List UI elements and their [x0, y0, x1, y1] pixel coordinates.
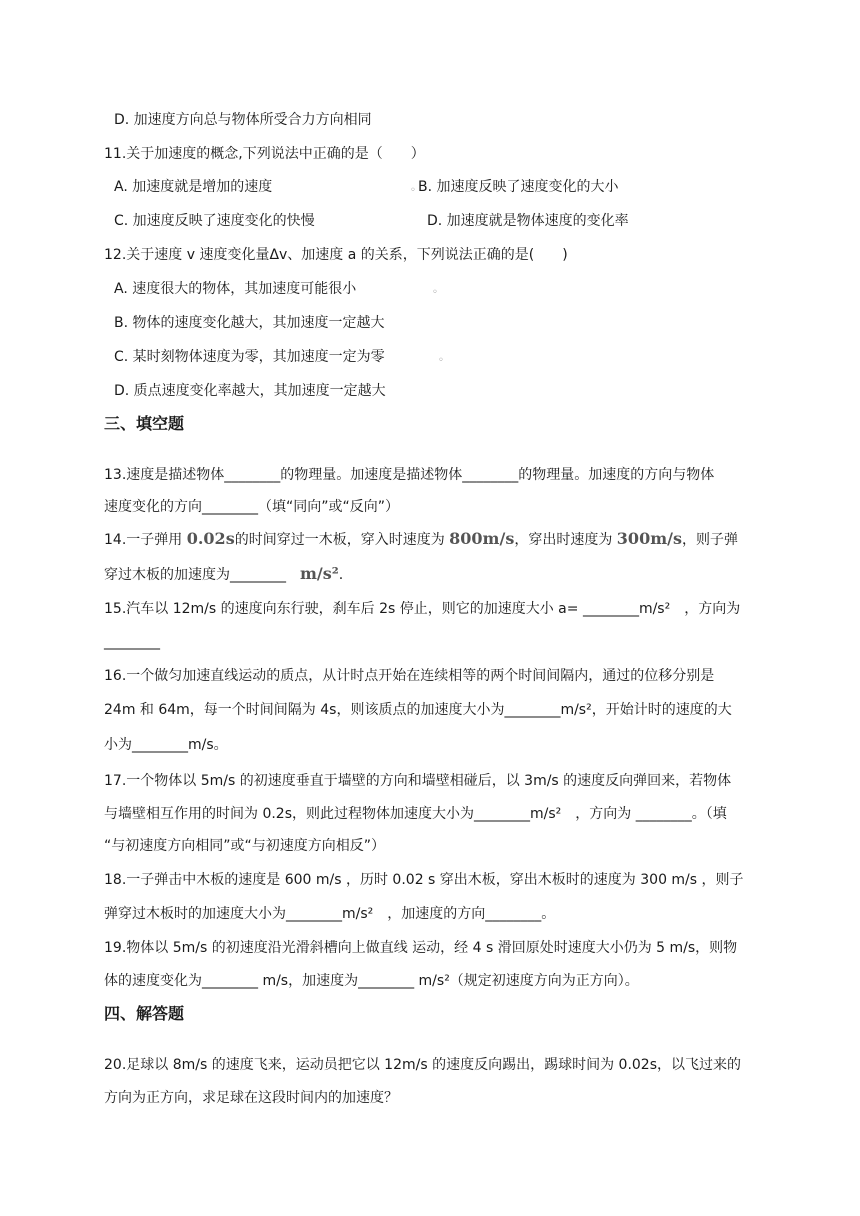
q11-option-a: A. 加速度就是增加的速度 — [114, 179, 273, 195]
q13-line-1: 13.速度是描述物体________的物理量。加速度是描述物体________的物理量。加速度的方向与物体 — [104, 467, 715, 483]
q11-stem: 11.关于加速度的概念,下列说法中正确的是（ ） — [104, 146, 425, 162]
q14-text: 穿过木板的加速度为________ — [104, 567, 300, 583]
q14-unit-formula: m/s² — [300, 564, 339, 583]
q13-line-2: 速度变化的方向________（填“同向”或“反向”） — [104, 499, 400, 515]
q16-line-2: 24m 和 64m，每一个时间间隔为 4s，则该质点的加速度大小为________m/s²，开始计时的速度的大 — [104, 702, 732, 718]
q17-line-3: “与初速度方向相同”或“与初速度方向相反”） — [104, 838, 386, 854]
q20-line-1: 20.足球以 8m/s 的速度飞来，运动员把它以 12m/s 的速度反向踢出，踢球时间为 0.02s，以飞过来的 — [104, 1057, 741, 1073]
q14-text: ，穿出时速度为 — [514, 532, 617, 548]
q19-line-1: 19.物体以 5m/s 的初速度沿光滑斜槽向上做直线 运动，经 4 s 滑回原处时速度大小仍为 5 m/s，则物 — [104, 940, 738, 956]
q17-line-1: 17.一个物体以 5m/s 的初速度垂直于墙壁的方向和墙壁相碰后，以 3m/s 的速度反向弹回来，若物体 — [104, 773, 732, 789]
q12-stem: 12.关于速度 v 速度变化量Δv、加速度 a 的关系，下列说法正确的是( ) — [104, 247, 568, 263]
q14-text: . — [338, 567, 344, 583]
q10-option-d: D. 加速度方向总与物体所受合力方向相同 — [114, 112, 372, 128]
q14-text: 的时间穿过一木板，穿入时速度为 — [234, 532, 450, 548]
q18-line-1: 18.一子弹击中木板的速度是 600 m/s ，历时 0.02 s 穿出木板，穿出木板时的速度为 300 m/s ，则子 — [104, 872, 744, 888]
q14-velocity-in-formula: 800m/s — [449, 529, 515, 548]
artifact-dot: ◦ — [410, 185, 416, 196]
artifact-dot: ◦ — [432, 287, 438, 298]
artifact-dot: ◦ — [438, 355, 444, 366]
q16-line-3: 小为________m/s。 — [104, 737, 228, 753]
q19-line-2: 体的速度变化为________ m/s，加速度为________ m/s²（规定初速度方向为正方向）。 — [104, 973, 639, 989]
q14-line-2 — [104, 564, 343, 585]
q14-time-formula: 0.02s — [186, 529, 235, 548]
q14-line-1 — [104, 529, 738, 550]
q16-line-1: 16.一个做匀加速直线运动的质点，从计时点开始在连续相等的两个时间间隔内，通过的位移分别是 — [104, 668, 715, 684]
q11-option-b: B. 加速度反映了速度变化的大小 — [418, 179, 619, 195]
section-heading-fill-blank: 三、填空题 — [104, 414, 185, 433]
q12-option-a: A. 速度很大的物体，其加速度可能很小 — [114, 281, 357, 297]
q15-line-1: 15.汽车以 12m/s 的速度向东行驶，刹车后 2s 停止，则它的加速度大小 a= ________m/s² ，方向为 — [104, 601, 741, 617]
q18-line-2: 弹穿过木板时的加速度大小为________m/s² ，加速度的方向________。 — [104, 906, 556, 922]
q14-text: ，则子弹 — [681, 532, 738, 548]
q17-line-2: 与墙壁相互作用的时间为 0.2s，则此过程物体加速度大小为________m/s² ，方向为 ________。（填 — [104, 806, 727, 822]
q20-line-2: 方向为正方向，求足球在这段时间内的加速度？ — [104, 1090, 398, 1106]
q11-option-c: C. 加速度反映了速度变化的快慢 — [114, 213, 315, 229]
q12-option-b: B. 物体的速度变化越大，其加速度一定越大 — [114, 315, 385, 331]
q14-velocity-out-formula: 300m/s — [616, 529, 682, 548]
q11-option-d: D. 加速度就是物体速度的变化率 — [427, 213, 629, 229]
q12-option-c: C. 某时刻物体速度为零，其加速度一定为零 — [114, 349, 385, 365]
q15-line-2: ________ — [104, 634, 160, 650]
section-heading-answer: 四、解答题 — [104, 1004, 185, 1023]
q14-text: 14.一子弹用 — [104, 532, 187, 548]
q12-option-d: D. 质点速度变化率越大，其加速度一定越大 — [114, 383, 386, 399]
